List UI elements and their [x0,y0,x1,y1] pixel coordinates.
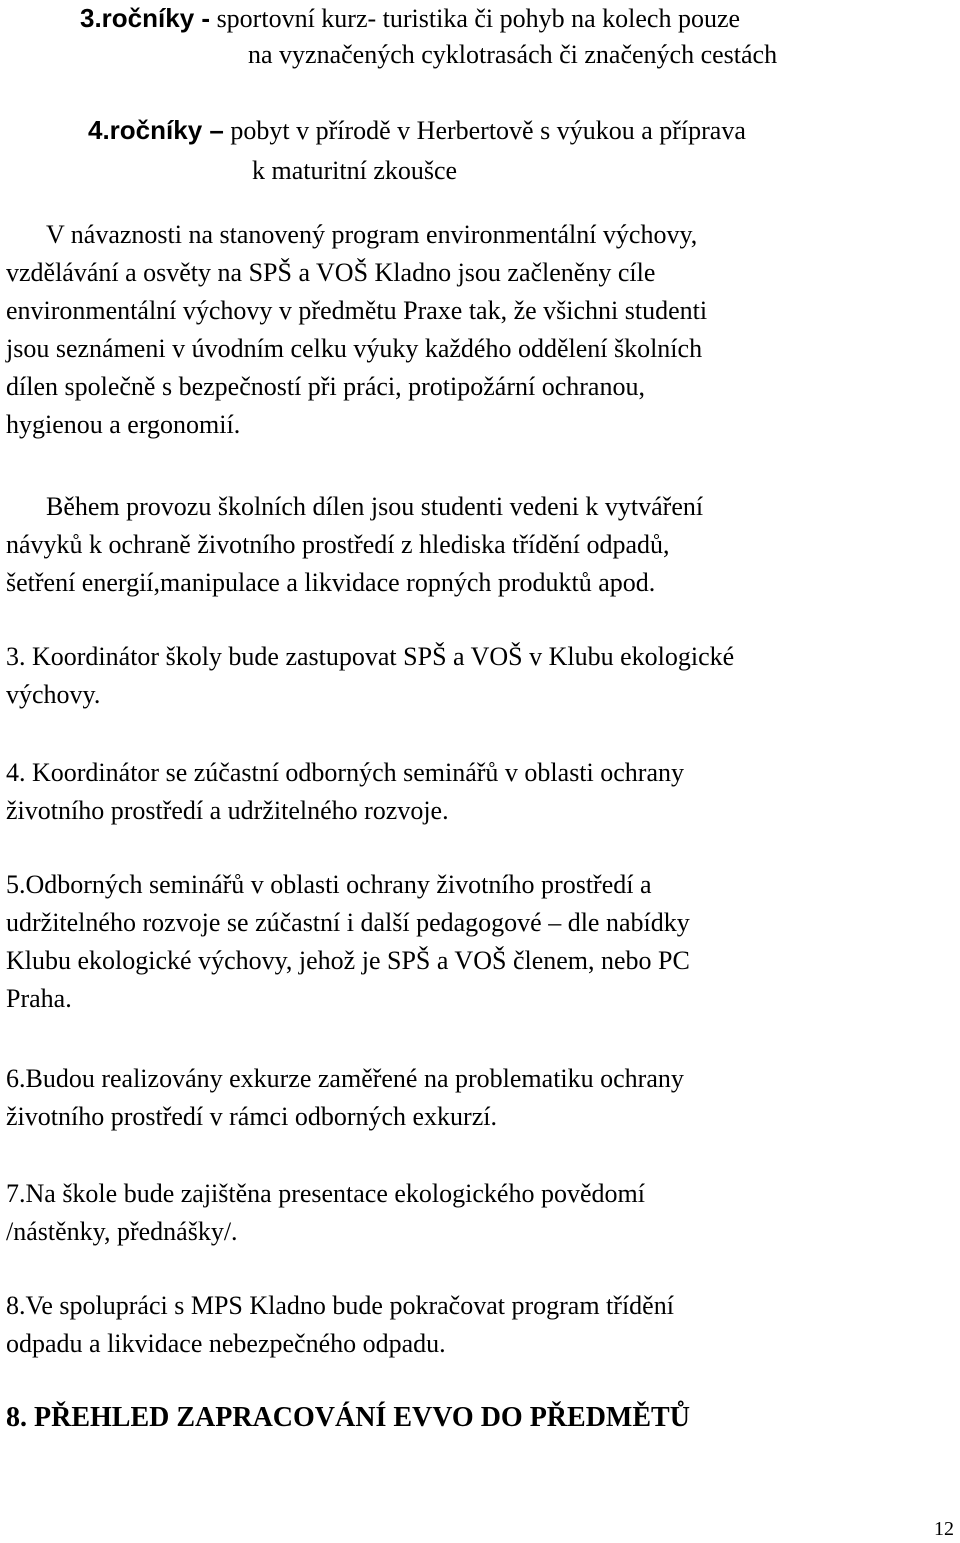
text-line: vzdělávání a osvěty na SPŠ a VOŠ Kladno jsou začleněny cíle [6,258,656,287]
text-line: udržitelného rozvoje se zúčastní i další pedagogové – dle nabídky [6,908,690,937]
text-line: návyků k ochraně životního prostředí z hlediska třídění odpadů, [6,530,670,559]
paragraph-teacher-seminars [6,866,946,1018]
item-number: 3.ročníky - [80,3,211,33]
list-item-sport-course [80,0,950,73]
text-line: odpadu a likvidace nebezpečného odpadu. [6,1329,446,1358]
paragraph-waste-sorting [6,1287,946,1363]
item-text-line: sportovní kurz- turistika či pohyb na kolech pouze [210,4,741,33]
paragraph-coordinator-club [6,638,946,714]
section-heading: 8. PŘEHLED ZAPRACOVÁNÍ EVVO DO PŘEDMĚTŮ [6,1402,690,1433]
text-line: hygienou a ergonomií. [6,410,241,439]
text-line: dílen společně s bezpečností při práci, protipožární ochranou, [6,372,645,401]
text-line: životního prostředí v rámci odborných exkurzí. [6,1102,497,1131]
text-line: životního prostředí a udržitelného rozvoje. [6,796,449,825]
text-line: Během provozu školních dílen jsou studenti vedeni k vytváření [46,492,704,521]
paragraph-coordinator-seminars [6,754,946,830]
text-line: 5.Odborných seminářů v oblasti ochrany životního prostředí a [6,870,652,899]
text-line: Praha. [6,984,72,1013]
paragraph-excursions [6,1060,946,1136]
text-line: 4. Koordinátor se zúčastní odborných seminářů v oblasti ochrany [6,758,684,787]
text-line: šetření energií,manipulace a likvidace ropných produktů apod. [6,568,656,597]
text-line: /nástěnky, přednášky/. [6,1217,238,1246]
list-item-nature-stay [88,110,950,191]
text-line: 3. Koordinátor školy bude zastupovat SPŠ a VOŠ v Klubu ekologické [6,642,735,671]
text-line: jsou seznámeni v úvodním celku výuky každého oddělení školních [6,334,703,363]
paragraph-presentation [6,1175,946,1251]
text-line: 6.Budou realizovány exkurze zaměřené na problematiku ochrany [6,1064,684,1093]
paragraph-environmental-program [6,216,946,444]
item-text-line: pobyt v přírodě v Herbertově s výukou a příprava [223,116,746,145]
text-line: výchovy. [6,680,101,709]
item-number: 4.ročníky – [88,115,224,145]
item-text-line: na vyznačených cyklotrasách či značených cestách [248,40,778,69]
text-line: V návaznosti na stanovený program environmentální výchovy, [46,220,698,249]
text-line: 8.Ve spolupráci s MPS Kladno bude pokračovat program třídění [6,1291,674,1320]
item-text-line: k maturitní zkoušce [252,156,458,185]
text-line: environmentální výchovy v předmětu Praxe tak, že všichni studenti [6,296,708,325]
text-line: Klubu ekologické výchovy, jehož je SPŠ a VOŠ členem, nebo PC [6,946,690,975]
text-line: 7.Na škole bude zajištěna presentace ekologického povědomí [6,1179,645,1208]
page-number: 12 [934,1518,954,1540]
paragraph-workshop-habits [6,488,946,602]
